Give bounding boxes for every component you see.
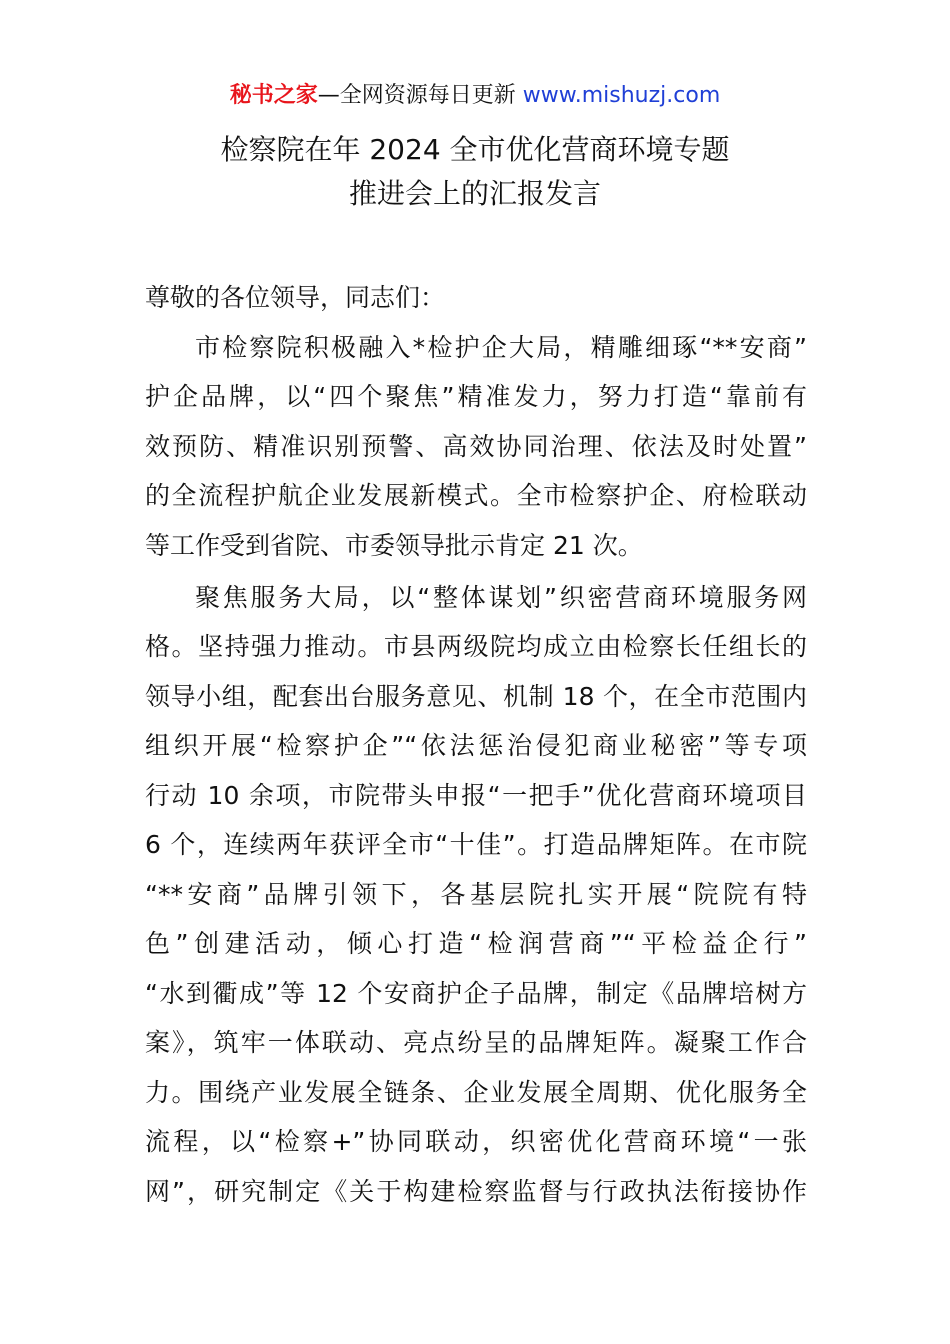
paragraph-1 [145,323,807,573]
paragraph-line: 组织开展“检察护企”“依法惩治侵犯商业秘密”等专项 [145,731,807,760]
paragraph-line: 等工作受到省院、市委领导批示肯定 21 次。 [145,530,643,560]
salutation: 尊敬的各位领导，同志们： [145,283,446,312]
paragraph-line: 力。围绕产业发展全链条、企业发展全周期、优化服务全 [145,1077,807,1107]
title-line-2: 推进会上的汇报发言 [348,177,601,210]
document-title [0,128,950,216]
paragraph-line: 网”，研究制定《关于构建检察监督与行政执法衔接协作 [145,1176,807,1206]
paragraph-line: 色”创建活动，倾心打造“检润营商”“平检益企行” [145,929,807,958]
paragraph-line: 流程，以“检察+”协同联动，织密优化营商环境“一张 [145,1127,807,1156]
paragraph-line: 效预防、精准识别预警、高效协同治理、依法及时处置” [145,431,807,461]
site-url-link[interactable]: www.mishuzj.com [522,83,721,108]
document-body [145,273,807,1216]
paragraph-line: “水到衢成”等 12 个安商护企子品牌，制定《品牌培树方 [145,978,807,1008]
title-line-1: 检察院在年 2024 全市优化营商环境专题 [220,133,730,166]
paragraph-line: 案》，筑牢一体联动、亮点纷呈的品牌矩阵。凝聚工作合 [145,1028,807,1057]
brand-name: 秘书之家 [229,83,318,108]
paragraph-2 [145,573,807,1217]
header-tagline: —全网资源每日更新 [317,83,523,108]
paragraph-line: 的全流程护航企业发展新模式。全市检察护企、府检联动 [145,481,807,510]
paragraph-line: 6 个，连续两年获评全市“十佳”。打造品牌矩阵。在市院 [145,830,807,859]
paragraph-line: 格。坚持强力推动。市县两级院均成立由检察长任组长的 [145,632,807,661]
paragraph-line: 行动 10 余项，市院带头申报“一把手”优化营商环境项目 [145,780,807,810]
site-header [0,80,950,112]
paragraph-line: “**安商”品牌引领下，各基层院扎实开展“院院有特 [145,879,807,909]
paragraph-line: 市检察院积极融入*检护企大局，精雕细琢“**安商” [195,332,807,362]
paragraph-line: 领导小组，配套出台服务意见、机制 18 个，在全市范围内 [145,681,807,711]
paragraph-line: 护企品牌，以“四个聚焦”精准发力，努力打造“靠前有 [145,382,807,411]
paragraph-line: 聚焦服务大局，以“整体谋划”织密营商环境服务网 [195,582,807,612]
